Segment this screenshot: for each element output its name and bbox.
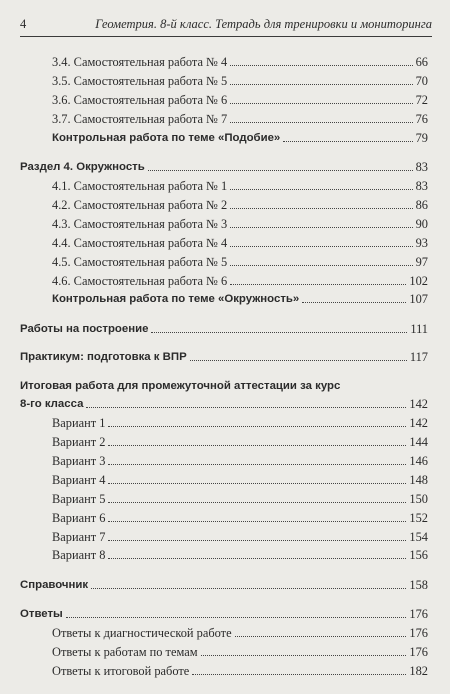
toc-entry <box>52 415 428 431</box>
toc-entry <box>52 472 428 488</box>
dot-leader <box>302 302 406 303</box>
dot-leader <box>86 407 406 408</box>
dot-leader <box>230 65 412 66</box>
toc-entry-page: 142 <box>409 397 428 411</box>
toc-entry <box>52 491 428 507</box>
dot-leader <box>108 521 406 522</box>
toc-entry-title: 8-го класса <box>20 398 84 410</box>
toc-entry <box>52 291 428 307</box>
dot-leader <box>108 445 406 446</box>
toc-entry-page: 144 <box>409 435 428 449</box>
toc-entry <box>20 396 428 412</box>
toc-entry-page: 83 <box>415 160 428 174</box>
toc-entry <box>52 216 428 232</box>
toc-entry-page: 142 <box>409 416 428 430</box>
toc-entry <box>20 577 428 593</box>
toc-entry-page: 182 <box>409 664 428 678</box>
toc-entry <box>52 111 428 127</box>
toc-entry-title: Вариант 5 <box>52 492 106 506</box>
toc-entry <box>52 453 428 469</box>
toc-entry-page: 97 <box>415 255 428 269</box>
dot-leader <box>151 332 407 333</box>
toc-entry-title: Ответы к диагностической работе <box>52 626 232 640</box>
dot-leader <box>230 227 412 228</box>
toc-entry-title: Вариант 8 <box>52 548 106 562</box>
toc-entry-page: 176 <box>409 645 428 659</box>
toc-entry <box>52 130 428 146</box>
toc-entry-title: Ответы к работам по темам <box>52 645 198 659</box>
dot-leader <box>148 170 413 171</box>
toc-entry <box>20 349 428 365</box>
dot-leader <box>108 502 406 503</box>
toc-entry <box>52 178 428 194</box>
toc-entry-title: Итоговая работа для промежуточной аттестации за курс <box>20 380 341 392</box>
dot-leader <box>230 284 406 285</box>
toc-entry-page: 83 <box>415 179 428 193</box>
dot-leader <box>91 588 406 589</box>
toc-entry-title: Раздел 4. Окружность <box>20 161 145 173</box>
toc-entry-page: 176 <box>409 626 428 640</box>
dot-leader <box>108 483 406 484</box>
toc-entry-page: 70 <box>415 74 428 88</box>
toc-entry-page: 154 <box>409 530 428 544</box>
toc-entry-title: 3.7. Самостоятельная работа № 7 <box>52 112 228 126</box>
toc-entry-title: Практикум: подготовка к ВПР <box>20 351 187 363</box>
toc-entry <box>52 529 428 545</box>
toc-entry <box>52 510 428 526</box>
dot-leader <box>192 674 406 675</box>
toc-entry-title: 3.5. Самостоятельная работа № 5 <box>52 74 228 88</box>
toc-entry <box>20 159 428 175</box>
toc-entry <box>52 54 428 70</box>
running-title: Геометрия. 8-й класс. Тетрадь для тренировки и мониторинга <box>95 17 432 31</box>
toc-entry-title: Работы на построение <box>20 323 149 335</box>
toc-entry-page: 90 <box>415 217 428 231</box>
dot-leader <box>230 103 412 104</box>
toc-entry-page: 66 <box>415 55 428 69</box>
toc-entry <box>52 434 428 450</box>
toc-entry <box>52 273 428 289</box>
toc-entry-title: Ответы <box>20 608 63 620</box>
dot-leader <box>230 122 412 123</box>
dot-leader <box>283 141 412 142</box>
dot-leader <box>230 208 412 209</box>
toc-entry-page: 148 <box>409 473 428 487</box>
toc-entry <box>52 625 428 641</box>
dot-leader <box>230 84 412 85</box>
toc-entry-page: 117 <box>409 350 428 364</box>
toc-entry-page: 111 <box>410 322 428 336</box>
toc-entry-title: Вариант 3 <box>52 454 106 468</box>
toc-entry-title: 4.4. Самостоятельная работа № 4 <box>52 236 228 250</box>
toc-entry <box>52 254 428 270</box>
toc-entry-title: Контрольная работа по теме «Окружность» <box>52 293 300 305</box>
toc-entry-page: 76 <box>415 112 428 126</box>
dot-leader <box>108 426 406 427</box>
toc-entry <box>52 644 428 660</box>
dot-leader <box>230 246 412 247</box>
toc-entry <box>52 92 428 108</box>
toc-entry-title: 3.6. Самостоятельная работа № 6 <box>52 93 228 107</box>
dot-leader <box>190 360 407 361</box>
toc-entry <box>52 73 428 89</box>
toc-entry-title: 3.4. Самостоятельная работа № 4 <box>52 55 228 69</box>
dot-leader <box>230 189 412 190</box>
dot-leader <box>108 558 406 559</box>
toc-entry-title: 4.5. Самостоятельная работа № 5 <box>52 255 228 269</box>
toc-entry <box>20 606 428 622</box>
toc-entry-page: 102 <box>409 274 428 288</box>
dot-leader <box>108 540 406 541</box>
toc-entry-page: 156 <box>409 548 428 562</box>
toc-entry-page: 146 <box>409 454 428 468</box>
toc-entry-title: Ответы к итоговой работе <box>52 664 190 678</box>
toc-entry-title: 4.3. Самостоятельная работа № 3 <box>52 217 228 231</box>
toc-entry-page: 93 <box>415 236 428 250</box>
toc-entry <box>52 197 428 213</box>
toc-entry-title: 4.1. Самостоятельная работа № 1 <box>52 179 228 193</box>
toc-entry-title: Вариант 6 <box>52 511 106 525</box>
dot-leader <box>66 617 407 618</box>
toc-entry-title: 4.2. Самостоятельная работа № 2 <box>52 198 228 212</box>
toc-entry-page: 72 <box>415 93 428 107</box>
dot-leader <box>235 636 407 637</box>
dot-leader <box>108 464 406 465</box>
toc-entry-title: 4.6. Самостоятельная работа № 6 <box>52 274 228 288</box>
dot-leader <box>230 265 412 266</box>
toc-entry <box>20 321 428 337</box>
running-header <box>20 16 432 37</box>
toc-entry-page: 152 <box>409 511 428 525</box>
toc-entry-page: 150 <box>409 492 428 506</box>
toc-entry-page: 176 <box>409 607 428 621</box>
dot-leader <box>201 655 407 656</box>
toc-entry-title: Вариант 2 <box>52 435 106 449</box>
toc-entry-title: Вариант 7 <box>52 530 106 544</box>
toc-entry-page: 107 <box>409 292 428 306</box>
toc-entry-title: Вариант 1 <box>52 416 106 430</box>
toc-entry <box>52 235 428 251</box>
toc-entry-title: Вариант 4 <box>52 473 106 487</box>
toc-entry-page: 79 <box>415 131 428 145</box>
toc-entry-title: Контрольная работа по теме «Подобие» <box>52 132 281 144</box>
toc-entry <box>52 547 428 563</box>
toc-entry-title: Справочник <box>20 579 89 591</box>
toc-entry-page: 86 <box>415 198 428 212</box>
page-number: 4 <box>20 17 27 31</box>
toc-entry <box>52 663 428 679</box>
toc-entry-page: 158 <box>409 578 428 592</box>
